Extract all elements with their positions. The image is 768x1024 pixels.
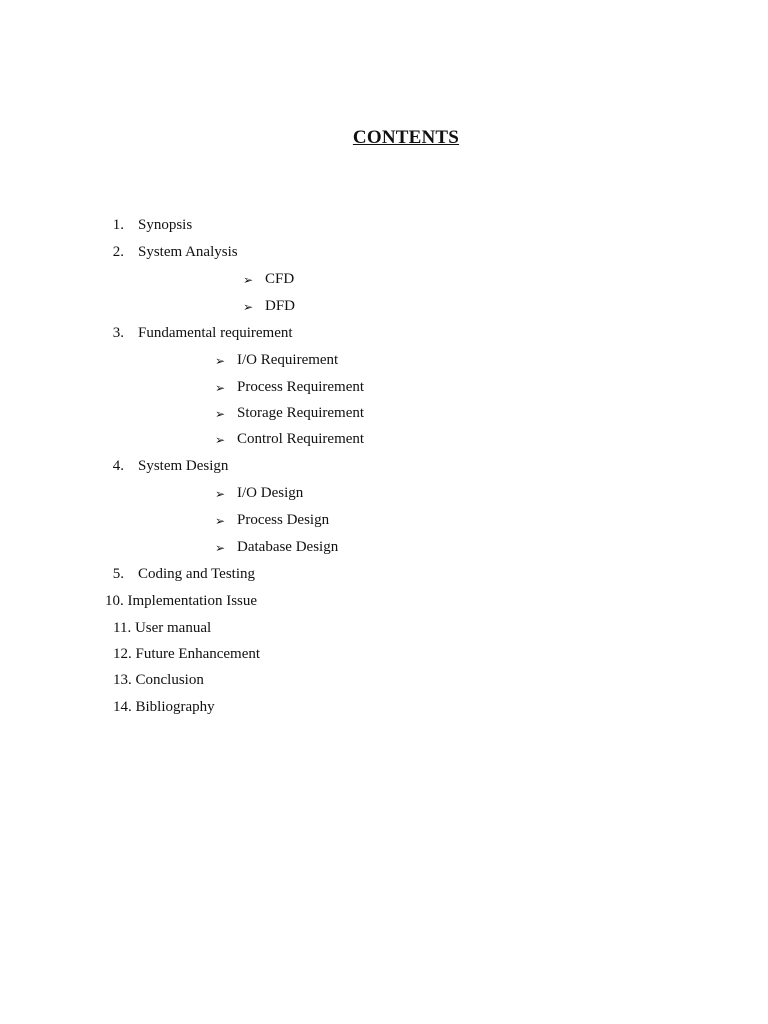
toc-label: System Analysis xyxy=(138,244,238,260)
toc-number: 3. xyxy=(112,325,124,341)
arrow-bullet-icon: ➢ xyxy=(215,514,226,528)
toc-entry-conclusion xyxy=(113,671,204,689)
arrow-bullet-icon: ➢ xyxy=(215,354,226,368)
toc-label: CFD xyxy=(265,271,295,287)
toc-label: Synopsis xyxy=(138,217,193,233)
arrow-bullet-icon: ➢ xyxy=(215,407,226,421)
page-title: CONTENTS xyxy=(352,127,460,148)
toc-entry-bibliography xyxy=(113,698,215,716)
toc-entry-implementation-issue xyxy=(105,592,257,610)
toc-label: System Design xyxy=(138,458,229,474)
toc-label: Control Requirement xyxy=(237,431,365,447)
toc-label: 12. Future Enhancement xyxy=(113,646,261,662)
toc-number: 1. xyxy=(112,217,124,233)
toc-label: Database Design xyxy=(237,539,339,555)
arrow-bullet-icon: ➢ xyxy=(215,541,226,555)
toc-number: 2. xyxy=(112,244,124,260)
toc-label: 13. Conclusion xyxy=(113,672,204,688)
toc-label: Coding and Testing xyxy=(138,566,256,582)
toc-label: 14. Bibliography xyxy=(113,699,215,715)
toc-label: DFD xyxy=(265,298,296,314)
toc-label: Fundamental requirement xyxy=(138,325,293,341)
toc-number: 4. xyxy=(112,458,124,474)
arrow-bullet-icon: ➢ xyxy=(243,273,254,287)
toc-label: I/O Requirement xyxy=(237,352,339,368)
arrow-bullet-icon: ➢ xyxy=(215,381,226,395)
toc-label: 10. Implementation Issue xyxy=(105,593,258,609)
toc-entry-user-manual xyxy=(113,619,211,637)
toc-number: 5. xyxy=(112,566,124,582)
toc-label: 11. User manual xyxy=(113,620,212,636)
toc-label: Process Requirement xyxy=(237,379,365,395)
arrow-bullet-icon: ➢ xyxy=(215,433,226,447)
toc-label: I/O Design xyxy=(237,485,304,501)
arrow-bullet-icon: ➢ xyxy=(215,487,226,501)
toc-entry-future-enhancement xyxy=(113,645,260,663)
toc-label: Process Design xyxy=(237,512,330,528)
arrow-bullet-icon: ➢ xyxy=(243,300,254,314)
toc-label: Storage Requirement xyxy=(237,405,365,421)
